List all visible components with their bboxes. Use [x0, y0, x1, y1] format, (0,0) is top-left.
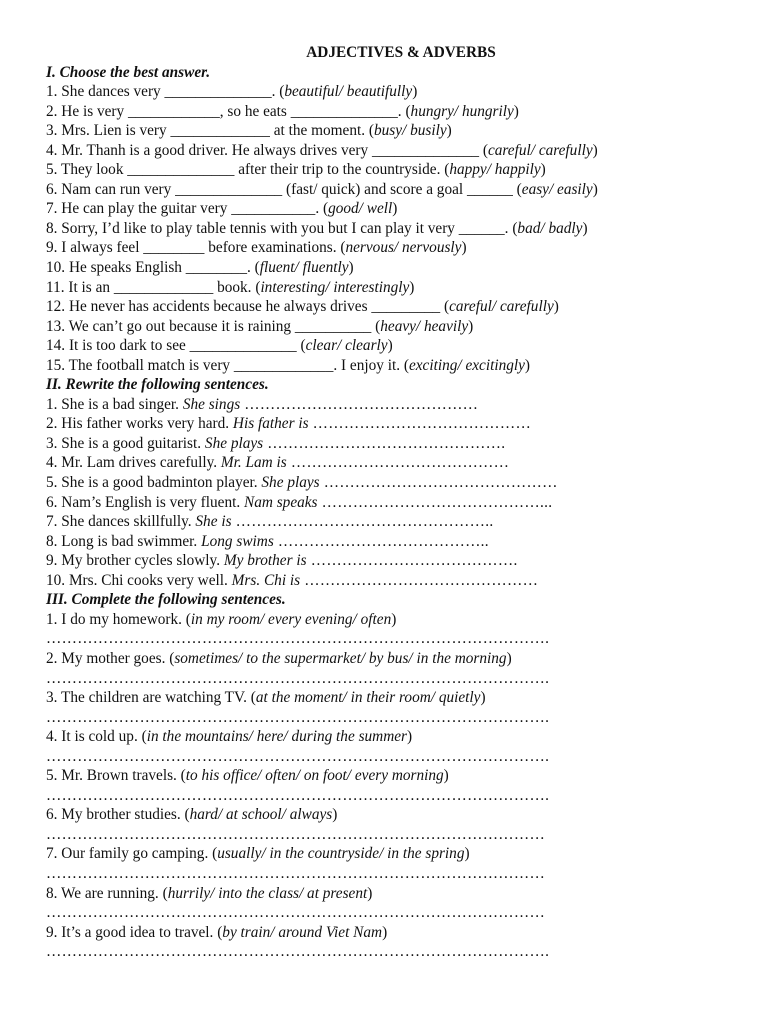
answer-line: ……………………………………………………………………………………. — [46, 669, 550, 687]
section-1-heading: I. Choose the best answer. — [46, 63, 211, 81]
item-punct: ) — [407, 728, 413, 746]
answer-line: …………………………………………………………………………………… — [46, 864, 546, 882]
item-punct: ) — [480, 689, 486, 707]
item-prompt: She is — [195, 513, 232, 531]
item-prompt: Mr. Lam is — [220, 454, 287, 472]
answer-dots: ………………………………………….. — [231, 513, 494, 531]
exercise-item — [46, 102, 726, 122]
item-text: 8. Sorry, I’d like to play table tennis with you but I can play it very ______. ( — [46, 219, 518, 237]
item-hint: clear/ clearly — [305, 337, 388, 355]
answer-dots: ………………………………………. — [263, 434, 506, 452]
exercise-item — [46, 238, 726, 258]
item-punct: ) — [348, 259, 354, 277]
exercise-item — [46, 180, 726, 200]
item-text: 1. She is a bad singer. — [46, 395, 183, 413]
answer-line: ……………………………………………………………………………………. — [46, 630, 550, 648]
item-hint: hard/ at school/ always — [189, 806, 333, 824]
item-hint: exciting/ excitingly — [408, 356, 525, 374]
rewrite-item — [46, 551, 726, 571]
item-punct: ) — [553, 298, 559, 316]
item-hint: good/ well — [328, 200, 393, 218]
item-hint: fluent/ fluently — [259, 259, 349, 277]
complete-item — [46, 688, 726, 708]
item-hint: in my room/ every evening/ often — [190, 610, 392, 628]
item-text: 6. Nam’s English is very fluent. — [46, 493, 244, 511]
exercise-item — [46, 258, 726, 278]
item-prompt: Nam speaks — [244, 493, 318, 511]
answer-line: ……………………………………………………………………………………. — [46, 786, 550, 804]
item-punct: ) — [592, 180, 598, 198]
item-hint: nervous/ nervously — [345, 239, 462, 257]
item-text: 12. He never has accidents because he always drives _________ ( — [46, 298, 450, 316]
item-hint: usually/ in the countryside/ in the spring — [217, 845, 465, 863]
page-title: ADJECTIVES & ADVERBS — [306, 44, 496, 61]
item-hint: interesting/ interestingly — [260, 278, 410, 296]
item-text: 1. I do my homework. ( — [46, 610, 191, 628]
complete-item — [46, 805, 726, 825]
item-text: 4. It is cold up. ( — [46, 728, 147, 746]
item-text: 3. The children are watching TV. ( — [46, 689, 256, 707]
item-punct: ) — [387, 337, 393, 355]
answer-dots: ………………………………….. — [273, 532, 489, 550]
item-text: 15. The football match is very _____________. I enjoy it. ( — [46, 356, 409, 374]
item-prompt: She plays — [204, 434, 264, 452]
complete-item — [46, 884, 726, 904]
item-prompt: My brother is — [223, 552, 307, 570]
answer-dots: ……………………………………... — [317, 493, 553, 511]
item-text: 8. We are running. ( — [46, 884, 168, 902]
section-1-list — [46, 82, 726, 375]
item-punct: ) — [446, 122, 452, 140]
item-hint: busy/ busily — [374, 122, 447, 140]
exercise-item — [46, 317, 726, 337]
item-punct: ) — [513, 102, 519, 120]
item-punct: ) — [582, 219, 588, 237]
item-hint: in the mountains/ here/ during the summer — [146, 728, 408, 746]
item-prompt: Mrs. Chi is — [231, 571, 301, 589]
item-hint: hurrily/ into the class/ at present — [167, 884, 368, 902]
item-hint: heavy/ heavily — [380, 317, 469, 335]
answer-dots: …………………………………. — [306, 552, 518, 570]
item-text: 6. My brother studies. ( — [46, 806, 190, 824]
answer-dots: ……………………………………… — [319, 474, 558, 492]
item-text: 11. It is an _____________ book. ( — [46, 278, 261, 296]
item-text: 9. It’s a good idea to travel. ( — [46, 923, 223, 941]
item-text: 1. She dances very ______________. ( — [46, 83, 285, 101]
item-punct: ) — [367, 884, 373, 902]
item-hint: careful/ carefully — [449, 298, 554, 316]
answer-line: ……………………………………………………………………………………. — [46, 747, 550, 765]
item-punct: ) — [382, 923, 388, 941]
item-hint: beautiful/ beautifully — [284, 83, 413, 101]
item-text: 14. It is too dark to see ______________ ( — [46, 337, 306, 355]
item-hint: by train/ around Viet Nam — [222, 923, 383, 941]
exercise-item — [46, 297, 726, 317]
item-text: 3. Mrs. Lien is very _____________ at the moment. ( — [46, 122, 374, 140]
item-text: 6. Nam can run very ______________ (fast/ quick) and score a goal ______ ( — [46, 180, 522, 198]
item-text: 5. They look ______________ after their trip to the countryside. ( — [46, 161, 450, 179]
item-punct: ) — [524, 356, 531, 374]
item-text: 2. My mother goes. ( — [46, 649, 175, 667]
item-text: 4. Mr. Thanh is a good driver. He always drives very ______________ ( — [46, 141, 488, 159]
item-hint: easy/ easily — [521, 180, 593, 198]
item-punct: ) — [392, 200, 398, 218]
complete-item — [46, 844, 726, 864]
item-prompt: His father is — [232, 415, 309, 433]
answer-line: ……………………………………………………………………………………. — [46, 708, 550, 726]
section-3-heading: III. Complete the following sentences. — [46, 591, 286, 609]
item-punct: ) — [592, 141, 598, 159]
item-hint: at the moment/ in their room/ quietly — [255, 689, 481, 707]
item-hint: to his office/ often/ on foot/ every morning — [185, 767, 444, 785]
complete-item — [46, 923, 726, 943]
item-punct: ) — [540, 161, 546, 179]
section-3-list — [46, 610, 726, 962]
answer-dots: ……………………………………… — [240, 395, 479, 413]
item-punct: ) — [464, 845, 470, 863]
item-punct: ) — [506, 649, 512, 667]
complete-item — [46, 766, 726, 786]
complete-item — [46, 610, 726, 630]
answer-line: …………………………………………………………………………………… — [46, 904, 546, 922]
answer-line: ……………………………………………………………………………………. — [46, 943, 550, 961]
item-text: 7. Our family go camping. ( — [46, 845, 218, 863]
item-punct: ) — [412, 83, 418, 101]
item-text: 10. He speaks English ________. ( — [46, 259, 260, 277]
exercise-item — [46, 336, 726, 356]
item-text: 9. I always feel ________ before examinations. ( — [46, 239, 346, 257]
item-text: 13. We can’t go out because it is raining __________ ( — [46, 317, 381, 335]
rewrite-item — [46, 571, 726, 591]
worksheet — [46, 43, 726, 962]
rewrite-item — [46, 395, 726, 415]
item-prompt: She sings — [182, 395, 241, 413]
item-text: 5. She is a good badminton player. — [46, 474, 262, 492]
item-punct: ) — [409, 278, 415, 296]
item-punct: ) — [468, 317, 474, 335]
rewrite-item — [46, 473, 726, 493]
rewrite-item — [46, 493, 726, 513]
section-2-list — [46, 395, 726, 590]
item-punct: ) — [391, 610, 397, 628]
answer-dots: …………………………………… — [308, 415, 532, 433]
exercise-item — [46, 356, 726, 376]
item-punct: ) — [443, 767, 449, 785]
item-text: 2. He is very ____________, so he eats ______________. ( — [46, 102, 411, 120]
rewrite-item — [46, 532, 726, 552]
item-prompt: Long swims — [201, 532, 274, 550]
answer-line: …………………………………………………………………………………… — [46, 825, 546, 843]
rewrite-item — [46, 414, 726, 434]
rewrite-item — [46, 434, 726, 454]
item-text: 3. She is a good guitarist. — [46, 434, 205, 452]
item-text: 8. Long is bad swimmer. — [46, 532, 202, 550]
item-text: 5. Mr. Brown travels. ( — [46, 767, 186, 785]
item-text: 9. My brother cycles slowly. — [46, 552, 224, 570]
item-hint: bad/ badly — [517, 219, 583, 237]
item-text: 4. Mr. Lam drives carefully. — [46, 454, 221, 472]
exercise-item — [46, 121, 726, 141]
exercise-item — [46, 278, 726, 298]
exercise-item — [46, 82, 726, 102]
item-prompt: She plays — [261, 474, 320, 492]
item-text: 7. She dances skillfully. — [46, 513, 196, 531]
rewrite-item — [46, 453, 726, 473]
item-hint: happy/ happily — [449, 161, 541, 179]
answer-dots: ……………………………………… — [300, 571, 539, 589]
item-text: 10. Mrs. Chi cooks very well. — [46, 571, 232, 589]
item-text: 7. He can play the guitar very ___________. ( — [46, 200, 329, 218]
exercise-item — [46, 141, 726, 161]
item-punct: ) — [332, 806, 338, 824]
exercise-item — [46, 219, 726, 239]
complete-item — [46, 649, 726, 669]
complete-item — [46, 727, 726, 747]
item-punct: ) — [461, 239, 467, 257]
item-hint: careful/ carefully — [487, 141, 593, 159]
item-hint: sometimes/ to the supermarket/ by bus/ in the morning — [174, 649, 507, 667]
item-hint: hungry/ hungrily — [410, 102, 514, 120]
exercise-item — [46, 160, 726, 180]
item-text: 2. His father works very hard. — [46, 415, 233, 433]
exercise-item — [46, 199, 726, 219]
rewrite-item — [46, 512, 726, 532]
section-2-heading: II. Rewrite the following sentences. — [46, 376, 269, 394]
answer-dots: …………………………………… — [286, 454, 510, 472]
